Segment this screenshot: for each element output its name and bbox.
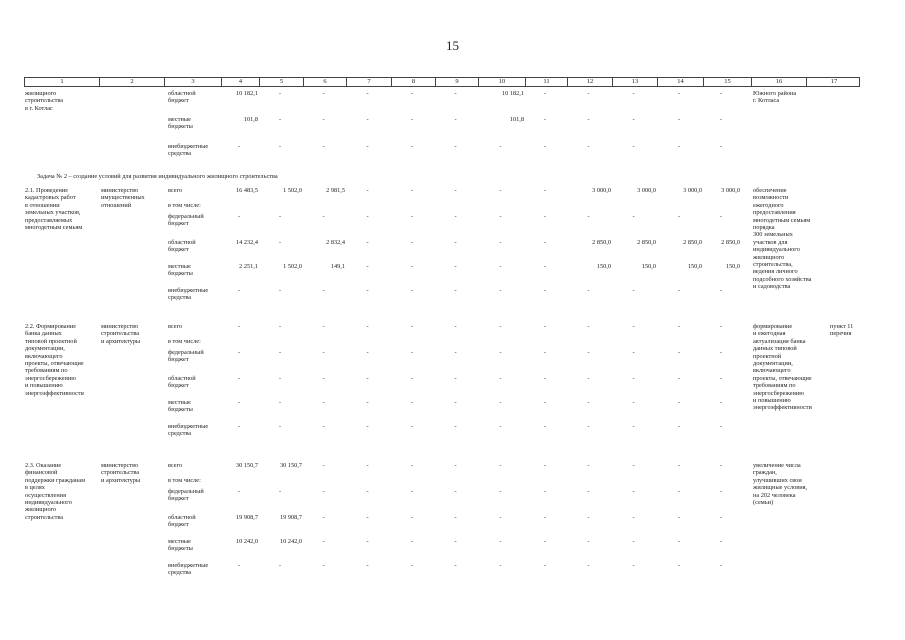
funding-source: в том числе: [168, 477, 201, 484]
value-cell: - [543, 239, 547, 246]
value-cell: - [366, 239, 369, 246]
value-cell: - [499, 488, 502, 495]
value-cell: - [499, 263, 502, 270]
value-cell: - [366, 143, 369, 150]
value-cell: - [543, 287, 547, 294]
value-cell: - [322, 213, 325, 220]
value-cell: - [237, 375, 241, 382]
value-cell: - [278, 323, 282, 330]
value-cell: - [587, 488, 590, 495]
value-cell: - [410, 375, 414, 382]
value-cell: - [322, 514, 325, 521]
value-cell: - [410, 287, 414, 294]
value-cell: 19 908,7 [279, 514, 302, 521]
value-cell: - [454, 116, 457, 123]
value-cell: - [632, 562, 635, 569]
column-header-row [24, 77, 860, 87]
value-cell: - [719, 462, 723, 469]
value-cell: - [410, 538, 414, 545]
value-cell: - [366, 90, 369, 97]
value-cell: 2 981,5 [326, 187, 345, 194]
value-cell: - [587, 399, 590, 406]
value-cell: - [237, 213, 241, 220]
task-heading: Задача № 2 – создание условий для развития индивидуального жилищного строительства [37, 173, 278, 180]
value-cell: 10 242,0 [235, 538, 258, 545]
value-cell: 30 150,7 [279, 462, 302, 469]
value-cell: - [410, 116, 414, 123]
value-cell: - [543, 562, 547, 569]
header-col-9: 9 [435, 78, 478, 86]
value-cell: - [322, 399, 325, 406]
value-cell: 14 232,4 [235, 239, 258, 246]
value-cell: - [543, 462, 547, 469]
value-cell: - [278, 375, 282, 382]
value-cell: - [237, 323, 241, 330]
value-cell: - [322, 90, 325, 97]
value-cell: 2 850,0 [683, 239, 702, 246]
value-cell: - [454, 239, 457, 246]
value-cell: - [366, 213, 369, 220]
value-cell: - [499, 213, 502, 220]
value-cell: - [499, 349, 502, 356]
result-text: обеспечение возможности ежегодного предоставления многодетным семьям порядка 300 земельных участков для индивидуального жилищного строительства, ведения личного подсобного хозяйства и садоводства [753, 187, 812, 291]
value-cell: - [410, 399, 414, 406]
funding-source: областной бюджет [168, 90, 196, 105]
value-cell: - [322, 562, 325, 569]
value-cell: - [677, 143, 681, 150]
value-cell: - [677, 538, 681, 545]
value-cell: - [587, 375, 590, 382]
value-cell: - [410, 514, 414, 521]
value-cell: - [278, 116, 282, 123]
event-name: 2.2. Формирование банка данных типовой проектной документации, включающего проекты, отвечающие требованиям по энергосбережению и повышению энергоэффективности [25, 323, 84, 397]
value-cell: 1 502,0 [283, 263, 302, 270]
value-cell: - [454, 538, 457, 545]
value-cell: - [366, 187, 369, 194]
value-cell: - [322, 116, 325, 123]
value-cell: - [366, 116, 369, 123]
value-cell: - [587, 116, 590, 123]
value-cell: - [454, 287, 457, 294]
header-col-16: 16 [751, 78, 806, 86]
value-cell: 150,0 [687, 263, 702, 270]
header-col-8: 8 [391, 78, 435, 86]
value-cell: - [719, 562, 723, 569]
value-cell: - [278, 287, 282, 294]
funding-source: всего [168, 187, 183, 194]
value-cell: 101,8 [509, 116, 524, 123]
funding-source: местные бюджеты [168, 263, 193, 278]
funding-source: областной бюджет [168, 514, 196, 529]
value-cell: - [410, 239, 414, 246]
value-cell: - [366, 349, 369, 356]
value-cell: - [278, 349, 282, 356]
value-cell: - [366, 423, 369, 430]
value-cell: - [587, 538, 590, 545]
value-cell: - [587, 213, 590, 220]
value-cell: - [719, 514, 723, 521]
value-cell: - [719, 399, 723, 406]
header-col-4: 4 [221, 78, 259, 86]
value-cell: - [410, 323, 414, 330]
value-cell: - [322, 143, 325, 150]
value-cell: 101,8 [243, 116, 258, 123]
value-cell: - [322, 323, 325, 330]
value-cell: - [632, 323, 635, 330]
value-cell: - [278, 213, 282, 220]
value-cell: - [499, 287, 502, 294]
value-cell: - [410, 562, 414, 569]
value-cell: - [543, 514, 547, 521]
value-cell: - [278, 399, 282, 406]
value-cell: - [587, 287, 590, 294]
value-cell: - [499, 323, 502, 330]
value-cell: - [454, 323, 457, 330]
value-cell: 30 150,7 [235, 462, 258, 469]
value-cell: - [410, 263, 414, 270]
value-cell: - [719, 423, 723, 430]
value-cell: - [719, 116, 723, 123]
value-cell: - [587, 323, 590, 330]
value-cell: - [410, 349, 414, 356]
value-cell: 3 000,0 [721, 187, 740, 194]
value-cell: - [499, 462, 502, 469]
value-cell: - [632, 213, 635, 220]
value-cell: - [454, 90, 457, 97]
value-cell: - [677, 323, 681, 330]
funding-source: местные бюджеты [168, 538, 193, 553]
value-cell: 3 000,0 [683, 187, 702, 194]
value-cell: - [677, 562, 681, 569]
value-cell: - [410, 90, 414, 97]
value-cell: 150,0 [641, 263, 656, 270]
value-cell: - [677, 213, 681, 220]
value-cell: - [410, 187, 414, 194]
value-cell: - [719, 213, 723, 220]
value-cell: - [499, 375, 502, 382]
value-cell: - [587, 462, 590, 469]
value-cell: 2 251,1 [239, 263, 258, 270]
value-cell: - [632, 143, 635, 150]
value-cell: 10 182,1 [235, 90, 258, 97]
result-text: увеличение числа граждан, улучшивших свои жилищные условия, на 202 человека (семьи) [753, 462, 808, 507]
header-col-3: 3 [164, 78, 221, 86]
value-cell: - [632, 538, 635, 545]
value-cell: 2 850,0 [592, 239, 611, 246]
page-number: 15 [446, 38, 459, 53]
value-cell: - [543, 213, 547, 220]
value-cell: - [677, 287, 681, 294]
value-cell: - [366, 462, 369, 469]
value-cell: - [237, 287, 241, 294]
value-cell: - [237, 143, 241, 150]
value-cell: - [632, 90, 635, 97]
value-cell: - [454, 399, 457, 406]
value-cell: 10 182,1 [501, 90, 524, 97]
value-cell: - [677, 514, 681, 521]
value-cell: - [543, 143, 547, 150]
value-cell: - [322, 488, 325, 495]
value-cell: - [454, 462, 457, 469]
event-name: 2.1. Проведение кадастровых работ в отношении земельных участков, предоставляемых многодетным семьям [25, 187, 83, 232]
value-cell: 150,0 [725, 263, 740, 270]
value-cell: - [543, 399, 547, 406]
executor: министерство имущественных отношений [101, 187, 145, 209]
value-cell: - [410, 143, 414, 150]
value-cell: - [677, 116, 681, 123]
value-cell: - [632, 399, 635, 406]
value-cell: - [632, 349, 635, 356]
funding-source: федеральный бюджет [168, 213, 204, 228]
value-cell: - [543, 187, 547, 194]
funding-source: всего [168, 462, 183, 469]
value-cell: - [632, 375, 635, 382]
value-cell: - [278, 423, 282, 430]
header-col-6: 6 [303, 78, 346, 86]
header-col-5: 5 [259, 78, 303, 86]
value-cell: 2 850,0 [721, 239, 740, 246]
value-cell: - [719, 323, 723, 330]
value-cell: - [366, 514, 369, 521]
value-cell: - [410, 462, 414, 469]
value-cell: - [587, 423, 590, 430]
funding-source: федеральный бюджет [168, 488, 204, 503]
funding-source: местные бюджеты [168, 399, 193, 414]
value-cell: - [499, 423, 502, 430]
value-cell: - [322, 462, 325, 469]
value-cell: - [543, 349, 547, 356]
value-cell: 10 242,0 [279, 538, 302, 545]
value-cell: - [719, 375, 723, 382]
reference: пункт 11 перечня [830, 323, 854, 338]
value-cell: 2 832,4 [326, 239, 345, 246]
funding-source: внебюджетные средства [168, 287, 209, 302]
value-cell: 150,0 [596, 263, 611, 270]
funding-source: внебюджетные средства [168, 562, 209, 577]
funding-source: в том числе: [168, 338, 201, 345]
value-cell: - [587, 514, 590, 521]
funding-source: областной бюджет [168, 375, 196, 390]
executor: министерство строительства и архитектуры [101, 323, 141, 345]
value-cell: - [366, 538, 369, 545]
value-cell: - [719, 538, 723, 545]
value-cell: - [677, 462, 681, 469]
value-cell: - [454, 263, 457, 270]
value-cell: - [677, 423, 681, 430]
event-name: 2.3. Оказание финансовой поддержки гражданам в целях осуществления индивидуального жилищного строительства [25, 462, 86, 521]
value-cell: - [322, 538, 325, 545]
value-cell: - [719, 349, 723, 356]
value-cell: 16 483,5 [235, 187, 258, 194]
value-cell: - [499, 143, 502, 150]
funding-source: внебюджетные средства [168, 423, 209, 438]
value-cell: - [454, 349, 457, 356]
value-cell: - [454, 375, 457, 382]
funding-source: областной бюджет [168, 239, 196, 254]
value-cell: - [454, 488, 457, 495]
value-cell: 19 908,7 [235, 514, 258, 521]
value-cell: - [454, 187, 457, 194]
value-cell: - [587, 143, 590, 150]
value-cell: - [587, 349, 590, 356]
funding-source: федеральный бюджет [168, 349, 204, 364]
header-col-11: 11 [525, 78, 567, 86]
value-cell: 1 502,0 [283, 187, 302, 194]
value-cell: - [410, 213, 414, 220]
header-col-13: 13 [612, 78, 657, 86]
value-cell: - [543, 488, 547, 495]
funding-source: всего [168, 323, 183, 330]
result-text: формирование и ежегодная актуализация банка данных типовой проектной документации, включающего проекты, отвечающие требованиям по энергосбережению и повышению энергоэффективности [753, 323, 812, 412]
header-col-1: 1 [60, 78, 64, 85]
value-cell: - [366, 263, 369, 270]
funding-source: внебюджетные средства [168, 143, 209, 158]
header-col-7: 7 [346, 78, 391, 86]
header-col-12: 12 [567, 78, 612, 86]
value-cell: - [677, 349, 681, 356]
value-cell: - [632, 287, 635, 294]
value-cell: - [322, 287, 325, 294]
value-cell: - [237, 399, 241, 406]
value-cell: - [237, 488, 241, 495]
header-col-2: 2 [99, 78, 164, 86]
header-col-10: 10 [478, 78, 525, 86]
value-cell: - [719, 488, 723, 495]
value-cell: - [632, 462, 635, 469]
value-cell: - [677, 375, 681, 382]
value-cell: - [322, 349, 325, 356]
value-cell: - [366, 323, 369, 330]
value-cell: 3 000,0 [637, 187, 656, 194]
value-cell: - [719, 143, 723, 150]
value-cell: - [677, 488, 681, 495]
value-cell: - [366, 399, 369, 406]
value-cell: - [543, 90, 547, 97]
funding-source: местные бюджеты [168, 116, 193, 131]
value-cell: - [454, 213, 457, 220]
header-col-17: 17 [806, 78, 861, 86]
value-cell: - [278, 143, 282, 150]
value-cell: - [454, 143, 457, 150]
value-cell: - [454, 562, 457, 569]
value-cell: - [632, 488, 635, 495]
value-cell: - [677, 399, 681, 406]
value-cell: - [278, 239, 282, 246]
value-cell: - [632, 514, 635, 521]
value-cell: - [677, 90, 681, 97]
value-cell: - [543, 323, 547, 330]
funding-source: в том числе: [168, 202, 201, 209]
value-cell: - [237, 423, 241, 430]
value-cell: - [543, 538, 547, 545]
value-cell: - [719, 90, 723, 97]
executor: министерство строительства и архитектуры [101, 462, 141, 484]
header-col-14: 14 [657, 78, 703, 86]
value-cell: 149,1 [330, 263, 345, 270]
value-cell: - [587, 562, 590, 569]
value-cell: - [237, 562, 241, 569]
value-cell: - [410, 488, 414, 495]
value-cell: - [410, 423, 414, 430]
value-cell: - [278, 488, 282, 495]
event-name: жилищного строительства в г. Котлас [25, 90, 64, 112]
value-cell: - [454, 423, 457, 430]
value-cell: 2 850,0 [637, 239, 656, 246]
value-cell: - [719, 287, 723, 294]
value-cell: - [543, 263, 547, 270]
value-cell: - [278, 90, 282, 97]
value-cell: - [278, 562, 282, 569]
value-cell: - [632, 423, 635, 430]
value-cell: - [632, 116, 635, 123]
value-cell: - [543, 423, 547, 430]
value-cell: - [499, 187, 502, 194]
value-cell: - [454, 514, 457, 521]
value-cell: - [366, 287, 369, 294]
value-cell: - [237, 349, 241, 356]
value-cell: - [587, 90, 590, 97]
header-col-15: 15 [703, 78, 751, 86]
value-cell: - [499, 514, 502, 521]
value-cell: - [322, 375, 325, 382]
value-cell: - [499, 239, 502, 246]
value-cell: - [499, 399, 502, 406]
value-cell: - [543, 375, 547, 382]
value-cell: - [543, 116, 547, 123]
value-cell: - [366, 488, 369, 495]
value-cell: - [366, 375, 369, 382]
value-cell: - [499, 538, 502, 545]
value-cell: - [366, 562, 369, 569]
value-cell: 3 000,0 [592, 187, 611, 194]
value-cell: - [499, 562, 502, 569]
result-text: Южного района г. Котласа [753, 90, 797, 105]
value-cell: - [322, 423, 325, 430]
